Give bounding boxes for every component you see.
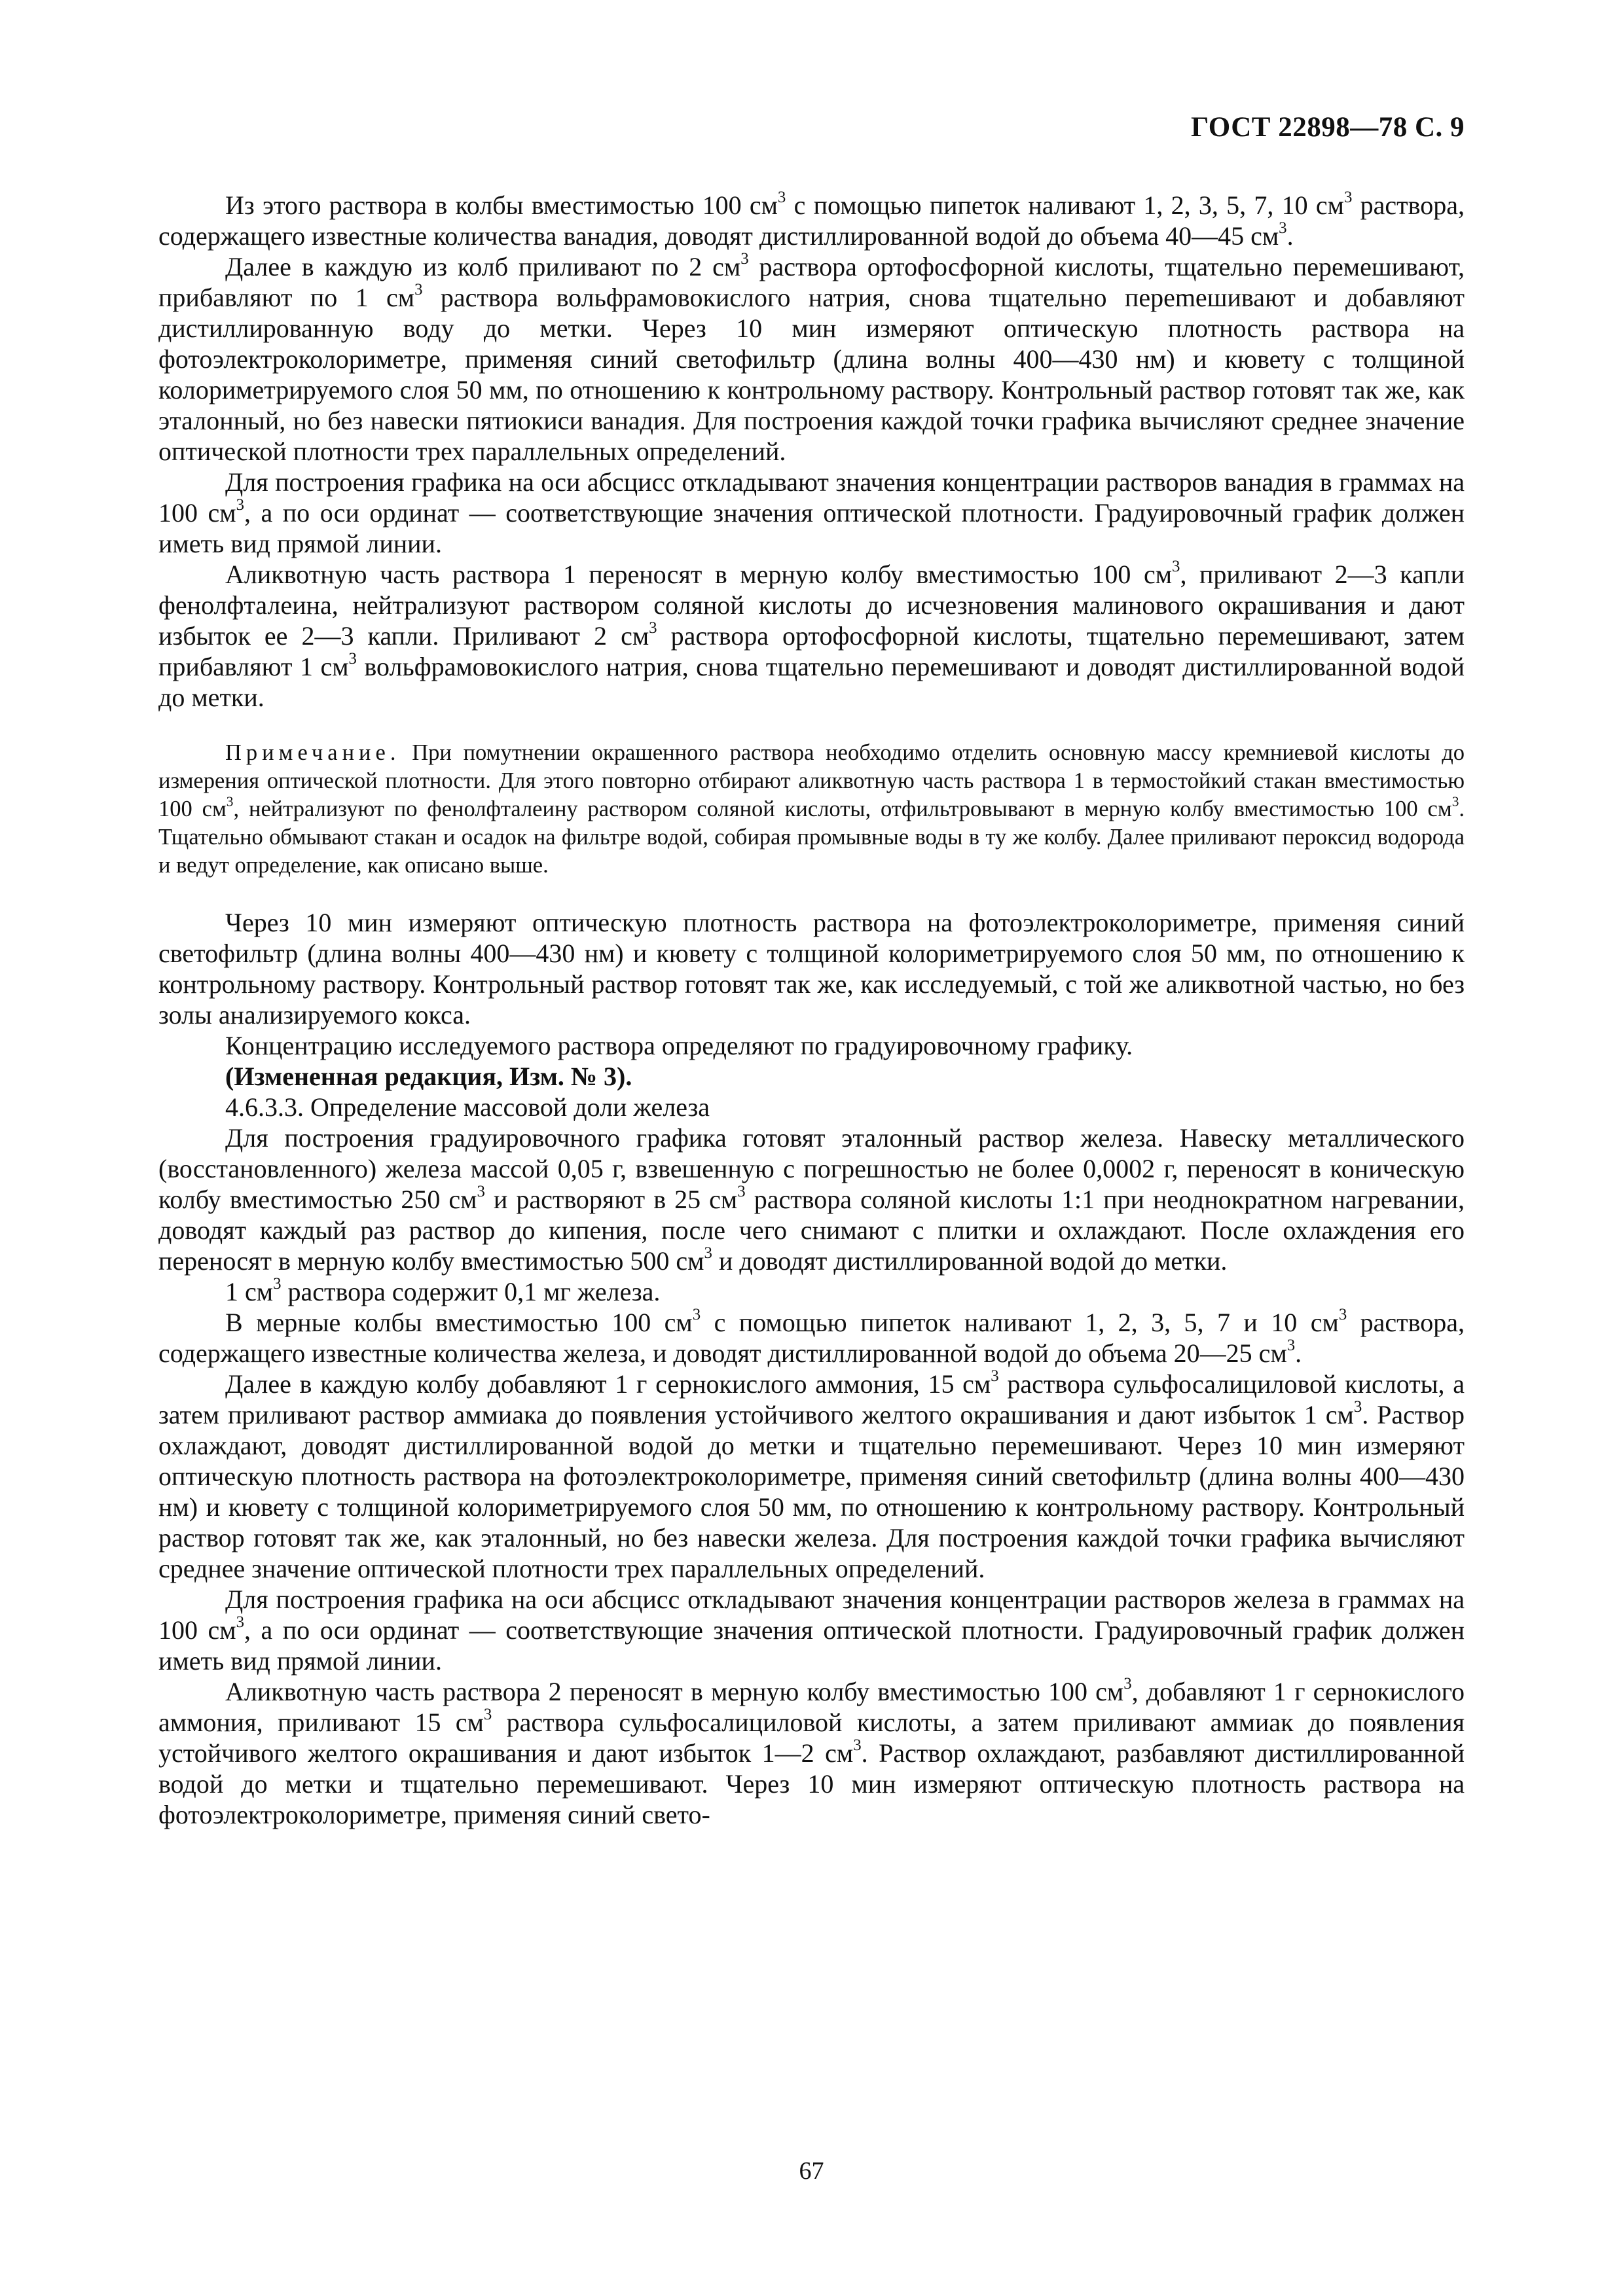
paragraph-vanadium-graph: Для построения графика на оси абсцисс откладывают значения концентрации растворов ванадия в граммах на 100 $см^3$, а по оси ординат — соответствующие значения оптической плотности. Градуировочный график должен иметь вид прямой линии. bbox=[158, 467, 1465, 558]
document-page bbox=[158, 111, 1465, 2258]
note-block bbox=[158, 739, 1465, 880]
paragraph-vanadium-measurement: Далее в каждую из колб приливают по 2 $см^3$ раствора ортофосфорной кислоты, тщательно перемешивают, прибавляют по 1 $см^3$ раствора вольфрамовокислого натрия, снова тщательно переmешивают и добавляют дистиллированную воду до метки. Через 10 мин измеряют оптическую плотность раствора на фотоэлектроколориметре, применяя синий светофильтр (длина волны 400—430 нм) и кювету с толщиной колориметрируемого слоя 50 мм, по отношению к контрольному раствору. Контрольный раствор готовят так же, как эталонный, но без навески пятиокиси ванадия. Для построения каждой точки графика вычисляют среднее значение оптической плотности трех параллельных определений. bbox=[158, 250, 1465, 466]
paragraph-iron-content: 1 $см^3$ раствора содержит 0,1 мг железа. bbox=[225, 1275, 661, 1306]
page-header: ГОСТ 22898—78 С. 9 bbox=[1190, 112, 1465, 143]
paragraph-vanadium-standards: Из этого раствора в колбы вместимостью 100 $см^3$ с помощью пипеток наливают 1, 2, 3, 5, 7, 10 $см^3$ раствора, содержащего известные количества ванадия, доводят дистиллированной водой до объема 40—45 $см^3$. bbox=[158, 188, 1465, 251]
paragraph-iron-graph: Для построения графика на оси абсцисс откладывают значения концентрации растворов железа в граммах на 100 $см^3$, а по оси ординат — соответствующие значения оптической плотности. Градуировочный график должен иметь вид прямой линии. bbox=[158, 1585, 1465, 1676]
note-label: Примечание. bbox=[225, 740, 401, 765]
paragraph-iron-aliquot: Аликвотную часть раствора 2 переносят в мерную колбу вместимостью 100 $см^3$, добавляют 1 г сернокислого аммония, приливают 15 $см^3$ раствора сульфосалициловой кислоты, а затем приливают аммиак до появления устойчивого желтого окрашивания и дают избыток 1—2 $см^3$. Раствор охлаждают, разбавляют дистиллированной водой до метки и тщательно перемешивают. Через 10 мин измеряют оптическую плотность раствора на фотоэлектроколориметре, применяя синий свето- bbox=[158, 1675, 1465, 1829]
paragraph-iron-standard: Для построения градуировочного графика готовят эталонный раствор железа. Навеску металлического (восстановленного) железа массой 0,05 г, взвешенную с погрешностью не более 0,0002 г, переносят в коническую колбу вместимостью 250 $см^3$ и растворяют в 25 $см^3$ раствора соляной кислоты 1:1 при неоднократном нагревании, доводят каждый раз раствор до кипения, после чего снимают с плитки и охлаждают. После охлаждения его переносят в мерную колбу вместимостью 500 $см^3$ и доводят дистиллированной водой до метки. bbox=[158, 1123, 1465, 1276]
note-paragraph: Примечание. При помутнении окрашенного раствора необходимо отделить основную массу кремниевой кислоты до измерения оптической плотности. Для этого повторно отбирают аликвотную часть раствора 1 в термостойкий стакан вместимостью 100 $см^3$, нейтрализуют по фенолфталеину раствором соляной кислоты, отфильтровывают в мерную колбу вместимостью 100 $см^3$. Тщательно обмывают стакан и осадок на фильтре водой, собирая промывные воды в ту же колбу. Далее приливают пероксид водорода и ведут определение, как описано выше. bbox=[158, 740, 1465, 878]
paragraph-iron-measurement: Далее в каждую колбу добавляют 1 г сернокислого аммония, 15 $см^3$ раствора сульфосалициловой кислоты, а затем приливают раствор аммиака до появления устойчивого желтого окрашивания и дают избыток 1 $см^3$. Раствор охлаждают, доводят дистиллированной водой до метки и тщательно перемешивают. Через 10 мин измеряют оптическую плотность раствора на фотоэлектроколориметре, применяя синий светофильтр (длина волны 400—430 нм) и кювету с толщиной колориметрируемого слоя 50 мм, по отношению к контрольному раствору. Контрольный раствор готовят так же, как эталонный, но без навески железа. Для построения каждой точки графика вычисляют среднее значение оптической плотности трех параллельных определений. bbox=[158, 1367, 1465, 1583]
section-heading-iron: 4.6.3.3. Определение массовой доли железа bbox=[225, 1092, 710, 1122]
paragraph-concentration: Концентрацию исследуемого раствора определяют по градуировочному графику. bbox=[225, 1031, 1133, 1060]
paragraph-iron-flasks: В мерные колбы вместимостью 100 $см^3$ с помощью пипеток наливают 1, 2, 3, 5, 7 и 10 $см^3$ раствора, содержащего известные количества железа, и доводят дистиллированной водой до объема 20—25 $см^3$. bbox=[158, 1306, 1465, 1368]
paragraph-vanadium-final-measurement: Через 10 мин измеряют оптическую плотность раствора на фотоэлектроколориметре, применяя синий светофильтр (длина волны 400—430 нм) и кювету с толщиной колориметрируемого слоя 50 мм, по отношению к контрольному раствору. Контрольный раствор готовят так же, как исследуемый, с той же аликвотной частью, но без золы анализируемого кокса. bbox=[158, 908, 1465, 1030]
document-body bbox=[158, 190, 1465, 1830]
page-number: 67 bbox=[799, 2157, 824, 2185]
paragraph-vanadium-aliquot: Аликвотную часть раствора 1 переносят в мерную колбу вместимостью 100 $см^3$, приливают 2—3 капли фенолфталеина, нейтрализуют раствором соляной кислоты до исчезновения малинового окрашивания и дают избыток ее 2—3 капли. Приливают 2 $см^3$ раствора ортофосфорной кислоты, тщательно перемешивают, затем прибавляют 1 $см^3$ вольфрамовокислого натрия, снова тщательно перемешивают и доводят дистиллированной водой до метки. bbox=[158, 558, 1465, 712]
amendment-note: (Измененная редакция, Изм. № 3). bbox=[225, 1062, 632, 1091]
